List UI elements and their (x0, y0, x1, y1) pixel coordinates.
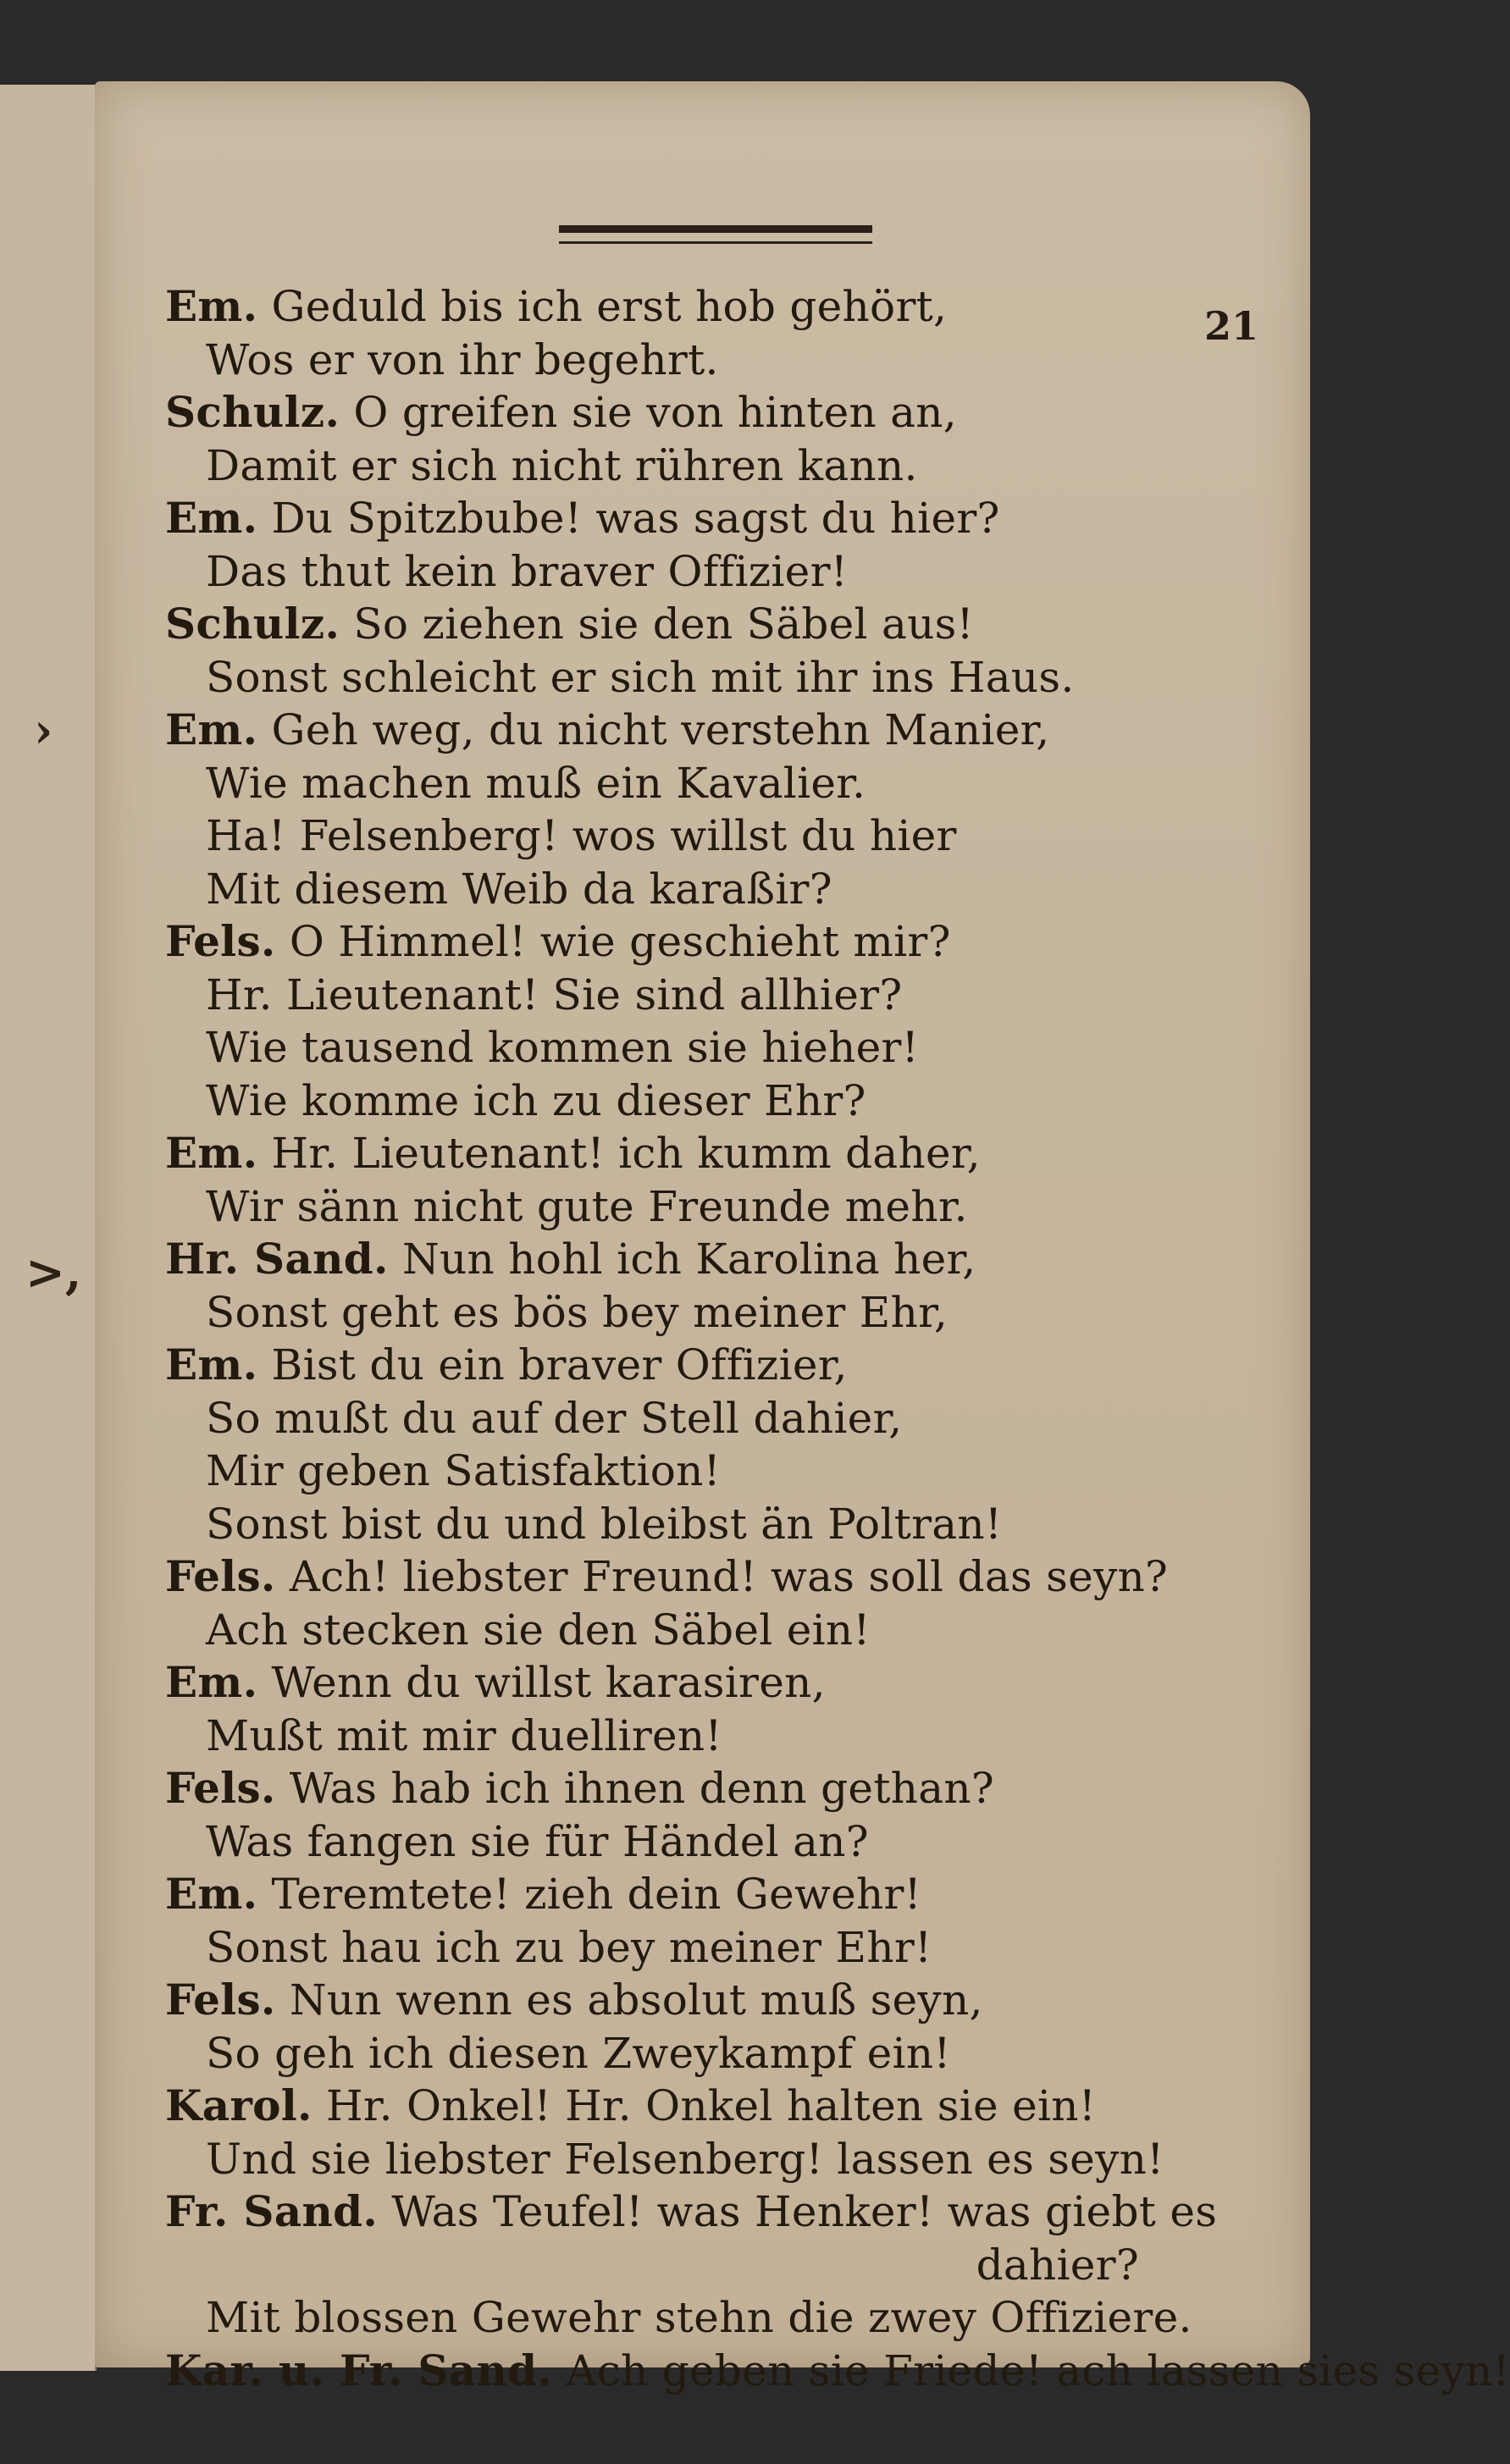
verse-line (206, 1603, 871, 1657)
verse-line (206, 439, 918, 493)
line-text: Was Teufel! was Henker! was giebt es (391, 2187, 1218, 2236)
speaker-name: Em. (165, 281, 258, 331)
line-text: Hr. Lieutenant! ich kumm daher, (271, 1129, 981, 1178)
line-text: Nun hohl ich Karolina her, (401, 1235, 976, 1284)
verse-line (165, 2079, 1096, 2133)
line-text: Wie komme ich zu dieser Ehr? (206, 1075, 866, 1125)
line-text: dahier? (976, 2240, 1139, 2290)
facing-page-fragment: >, (25, 1245, 82, 1301)
line-text: Das thut kein braver Offizier! (206, 546, 849, 596)
speaker-name: Em. (165, 1128, 258, 1178)
verse-line (206, 1920, 932, 1975)
line-text: Ach geben sie Friede! ach lassen sies seyn! (566, 2345, 1510, 2395)
speaker-name: Em. (165, 1340, 258, 1389)
verse-line (165, 1338, 848, 1392)
facing-page-fragment: › (34, 703, 53, 759)
verse-line (165, 2185, 1217, 2239)
line-text: Wie machen muß ein Kavalier. (206, 758, 866, 808)
speaker-name: Em. (165, 1869, 258, 1919)
line-text: Wir sänn nicht gute Freunde mehr. (206, 1181, 968, 1231)
page-number: 21 (1204, 303, 1259, 349)
speaker-name: Schulz. (165, 599, 340, 649)
speaker-name: Schulz. (165, 387, 340, 437)
verse-line (206, 1815, 869, 1869)
verse-line (206, 2132, 1164, 2186)
speaker-name: Fels. (165, 1975, 276, 2025)
line-text: Sonst schleicht er sich mit ihr ins Haus. (206, 652, 1075, 702)
verse-line (206, 1709, 722, 1763)
line-text: Mit diesem Weib da karaßir? (206, 864, 832, 914)
line-text: Mit blossen Gewehr stehn die zwey Offiziere. (206, 2293, 1192, 2342)
verse-line (165, 1655, 826, 1710)
line-text: Sonst hau ich zu bey meiner Ehr! (206, 1922, 932, 1972)
line-text: Ach stecken sie den Säbel ein! (206, 1605, 871, 1655)
verse-line (206, 1074, 866, 1128)
verse-line (206, 1285, 948, 1340)
speaker-name: Hr. Sand. (165, 1234, 389, 1284)
verse-line (165, 2344, 1510, 2398)
verse-line (206, 1180, 968, 1234)
verse-line (165, 279, 947, 334)
verse-line (206, 862, 832, 916)
line-text: O Himmel! wie geschieht mir? (289, 917, 951, 966)
line-text: Sonst bist du und bleibst än Poltran! (206, 1499, 1003, 1549)
speaker-name: Fels. (165, 1763, 276, 1813)
line-text: Was fangen sie für Händel an? (206, 1816, 869, 1866)
verse-line (206, 756, 866, 810)
verse-line (206, 1497, 1002, 1551)
verse-line (165, 1973, 983, 2027)
line-text: Sonst geht es bös bey meiner Ehr, (206, 1287, 949, 1337)
verse-line (206, 809, 957, 863)
verse-line (165, 491, 1000, 545)
line-text: Mußt mit mir duelliren! (206, 1710, 722, 1760)
verse-line (165, 703, 1050, 757)
verse-line (206, 1391, 902, 1445)
speaker-name: Fels. (165, 1551, 276, 1601)
verse-line (165, 385, 957, 439)
verse-line (165, 914, 951, 969)
header-rule (559, 225, 872, 244)
line-text: Teremtete! zieh dein Gewehr! (271, 1870, 922, 1919)
verse-line (165, 1232, 976, 1286)
line-text: Hr. Onkel! Hr. Onkel halten sie ein! (325, 2081, 1097, 2130)
line-text: Du Spitzbube! was sagst du hier? (271, 494, 1000, 543)
verse-line (206, 2290, 1192, 2345)
line-text: So geh ich diesen Zweykampf ein! (206, 2028, 951, 2078)
facing-page-edge (0, 85, 97, 2371)
speaker-name: Em. (165, 493, 258, 543)
line-text: So ziehen sie den Säbel aus! (353, 599, 974, 649)
verse-line (206, 544, 848, 599)
verse-line (206, 333, 719, 387)
verse-line (206, 650, 1075, 704)
verse-line (165, 597, 974, 651)
speaker-name: Em. (165, 1657, 258, 1707)
speaker-name: Karol. (165, 2080, 313, 2130)
line-text: Ha! Felsenberg! wos willst du hier (206, 811, 957, 860)
line-text: Nun wenn es absolut muß seyn, (289, 1975, 983, 2025)
line-text: Geh weg, du nicht verstehn Manier, (271, 705, 1050, 754)
line-text: So mußt du auf der Stell dahier, (206, 1393, 903, 1443)
speaker-name: Kar. u. Fr. Sand. (165, 2345, 553, 2395)
line-text: Hr. Lieutenant! Sie sind allhier? (206, 970, 903, 1019)
verse-line (165, 1550, 1168, 1604)
line-text: Mir geben Satisfaktion! (206, 1446, 722, 1495)
line-text: Wenn du willst karasiren, (271, 1658, 826, 1707)
line-text: Und sie liebster Felsenberg! lassen es seyn! (206, 2134, 1164, 2184)
line-text: O greifen sie von hinten an, (353, 388, 957, 437)
verse-line (206, 968, 902, 1022)
line-text: Damit er sich nicht rühren kann. (206, 440, 918, 490)
verse-line (206, 1020, 919, 1075)
speaker-name: Fr. Sand. (165, 2186, 379, 2236)
line-text: Bist du ein braver Offizier, (271, 1340, 848, 1389)
line-text: Was hab ich ihnen denn gethan? (289, 1764, 994, 1813)
line-text: Ach! liebster Freund! was soll das seyn? (289, 1552, 1169, 1601)
verse-line (976, 2238, 1139, 2292)
line-text: Wos er von ihr begehrt. (206, 334, 719, 384)
line-text: Wie tausend kommen sie hieher! (206, 1023, 920, 1072)
verse-line (206, 2026, 951, 2080)
speaker-name: Fels. (165, 916, 276, 966)
verse-line (206, 1444, 721, 1498)
line-text: Geduld bis ich erst hob gehört, (271, 282, 948, 331)
verse-line (165, 1761, 994, 1815)
verse-line (165, 1867, 921, 1921)
speaker-name: Em. (165, 704, 258, 754)
verse-line (165, 1126, 981, 1180)
